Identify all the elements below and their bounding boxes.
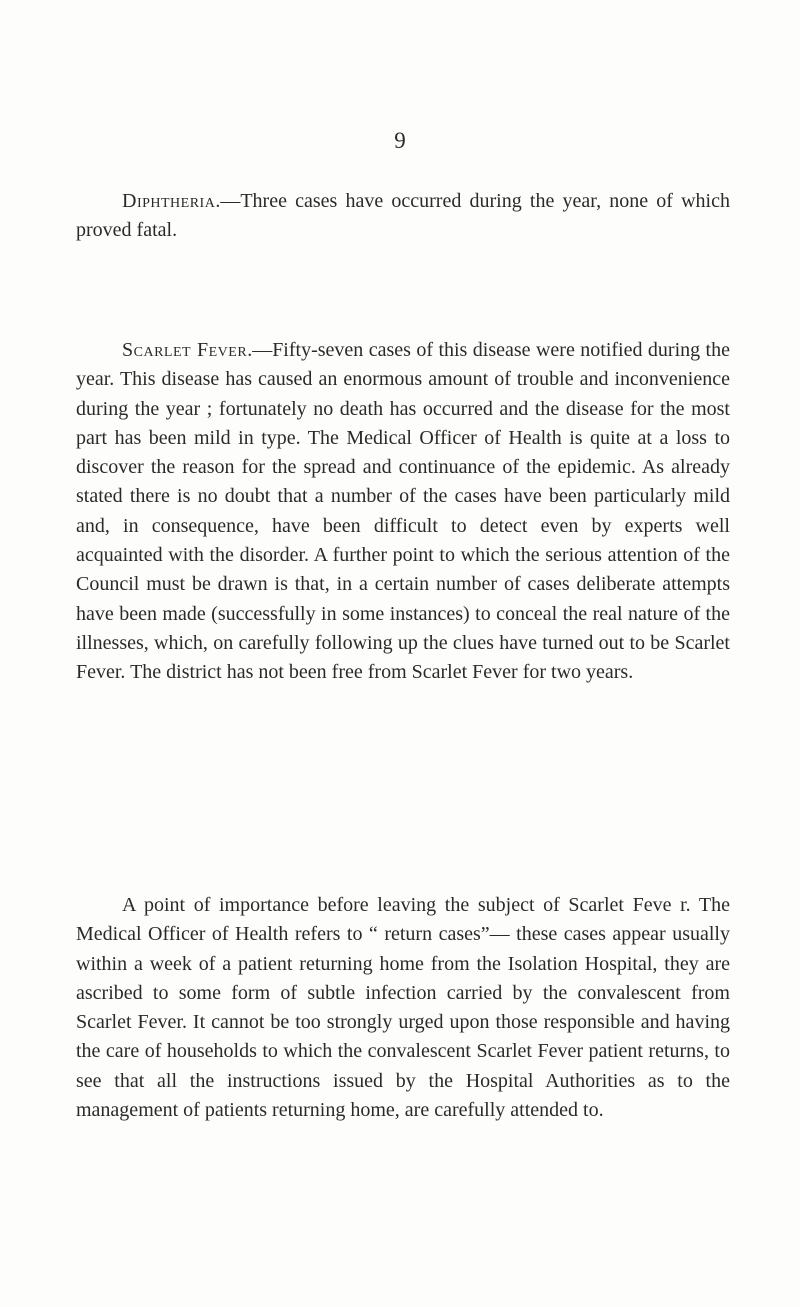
paragraph-scarlet-fever bbox=[76, 336, 730, 688]
section-heading-diphtheria: Diphtheria bbox=[122, 190, 216, 212]
paragraph-diphtheria bbox=[76, 187, 730, 246]
paragraph-return-cases: A point of importance before leaving the subject of Scarlet Feve r. The Medical Officer of Health refers to “ return cases”— these cases appear usually within a week of a patient returning home from the Isolation Hospital, they are ascribed to some form of subtle infection carried by the convalescent from Scarlet Fever. It cannot be too strongly urged upon those responsible and having the care of households to which the convalescent Scarlet Fever patient returns, to see that all the instructions issued by the Hospital Authorities as to the management of patients returning home, are carefully attended to. bbox=[76, 894, 730, 1122]
section-heading-scarlet-fever: Scarlet Fever bbox=[122, 339, 248, 361]
paragraph-diphtheria-text: .—Three cases have occurred during the year, none of which proved fatal. bbox=[76, 190, 730, 242]
page-number: 9 bbox=[394, 128, 406, 153]
paragraph-scarlet-fever-text: .—Fifty-seven cases of this disease were notified during the year. This disease has caused an enormous amount of trouble and inconvenience during the year ; fortunately no death has occurred and the disease for the most part has been mild in type. The Medical Officer of Health is quite at a loss to discover the reason for the spread and continuance of the epidemic. As already stated there is no doubt that a number of the cases have been particularly mild and, in consequence, have been difficult to detect even by experts well acquainted with the disorder. A further point to which the serious attention of the Council must be drawn is that, in a certain number of cases deliberate attempts have been made (successfully in some instances) to conceal the real nature of the illnesses, which, on carefully following up the clues have turned out to be Scarlet Fever. The district has not been free from Scarlet Fever for two years. bbox=[76, 339, 730, 684]
